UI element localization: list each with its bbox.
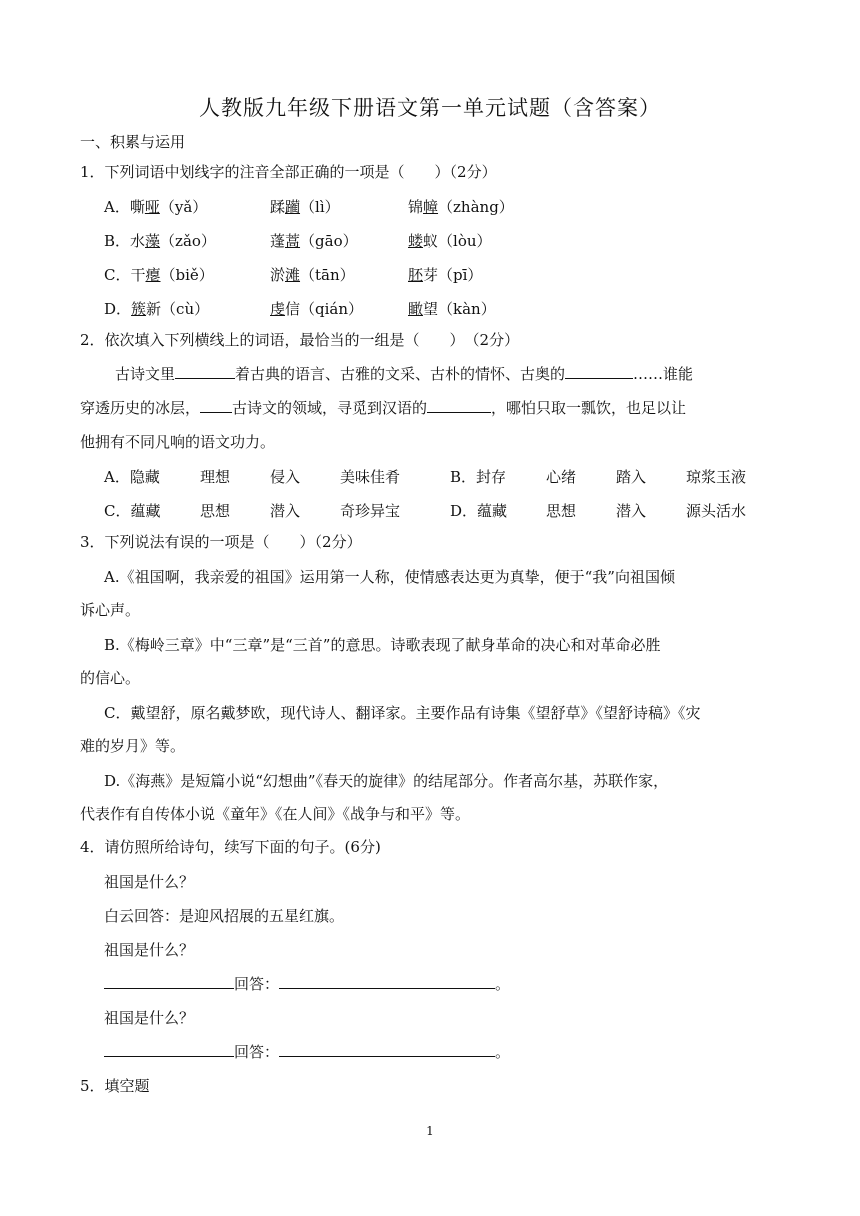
pinyin-option [104, 298, 209, 319]
word-option: 踏入 [616, 468, 647, 486]
section-heading: 一、积累与运用 [80, 133, 186, 151]
pinyin-option [408, 298, 496, 319]
question-1-stem: 1．下列词语中划线字的注音全部正确的一项是（ ）（2分） [80, 163, 497, 181]
underlined-char: 瞰 [408, 300, 424, 318]
passage-text: ，哪怕只取一瓢饮，也足以让 [491, 399, 687, 417]
option-text: C．干 [104, 266, 146, 284]
word-option: A．隐藏 [104, 468, 160, 486]
passage-text: ……谁能 [633, 365, 694, 383]
word-option: 心绪 [546, 468, 577, 486]
pinyin-option [408, 264, 482, 285]
word-option: 潜入 [616, 502, 647, 520]
underlined-char: 滩 [285, 266, 301, 284]
underlined-char: 藻 [145, 232, 161, 250]
poem-line-1: 祖国是什么？ [104, 873, 195, 891]
word-option: 琼浆玉液 [686, 468, 747, 486]
option-b-line2: 的信心。 [80, 669, 141, 687]
word-option: D．蕴藏 [450, 502, 508, 520]
pinyin-option [270, 196, 340, 217]
word-option: 思想 [200, 502, 231, 520]
answer-label: 回答： [234, 975, 280, 993]
word-option: 源头活水 [686, 502, 747, 520]
underlined-char: 蝼 [408, 232, 424, 250]
pinyin-option [104, 264, 214, 285]
word-option: 思想 [546, 502, 577, 520]
word-option: 侵入 [270, 468, 301, 486]
answer-line-1 [104, 974, 510, 994]
fill-blank [175, 364, 235, 379]
fill-blank [200, 398, 232, 413]
pinyin-option [408, 196, 514, 217]
option-text: 蓬 [270, 232, 286, 250]
word-option: 奇珍异宝 [340, 502, 401, 520]
option-text: 望（kàn） [423, 300, 496, 318]
answer-blank[interactable] [279, 1042, 495, 1057]
option-a-line1: A.《祖国啊，我亲爱的祖国》运用第一人称，使情感表达更为真挚，便于“我”向祖国倾 [104, 568, 675, 586]
question-2-passage-line3: 他拥有不同凡响的语文功力。 [80, 433, 276, 451]
pinyin-option [270, 298, 363, 319]
option-text: A．嘶 [104, 198, 145, 216]
option-b-line1: B.《梅岭三章》中“三章”是“三首”的意思。诗歌表现了献身革命的决心和对革命必胜 [104, 636, 661, 654]
period: 。 [495, 975, 511, 993]
option-text: （gāo） [300, 232, 358, 250]
question-2-passage-line1 [115, 364, 693, 384]
option-c-line1: C．戴望舒，原名戴梦欧，现代诗人、翻译家。主要作品有诗集《望舒草》《望舒诗稿》《灾 [104, 704, 701, 722]
underlined-char: 蒿 [285, 232, 301, 250]
pinyin-option [408, 230, 492, 251]
underlined-char: 哑 [144, 198, 160, 216]
option-text: 淤 [270, 266, 286, 284]
pinyin-option [104, 230, 216, 251]
option-text: （lì） [300, 198, 340, 216]
option-text: 信（qián） [285, 300, 364, 318]
passage-text: 着古典的语言、古雅的文采、古朴的情怀、古奥的 [235, 365, 566, 383]
answer-line-2 [104, 1042, 510, 1062]
underlined-char: 幛 [423, 198, 439, 216]
option-text: （yǎ） [159, 198, 208, 216]
option-text: 新（cù） [146, 300, 210, 318]
passage-text: 古诗文的领域，寻觅到汉语的 [232, 399, 428, 417]
option-d-line1: D.《海燕》是短篇小说“幻想曲”《春天的旋律》的结尾部分。作者高尔基，苏联作家， [104, 772, 669, 790]
question-2-passage-line2 [80, 398, 686, 418]
word-option: 潜入 [270, 502, 301, 520]
underlined-char: 虔 [270, 300, 286, 318]
word-option: B．封存 [450, 468, 507, 486]
option-text: 蚁（lòu） [423, 232, 492, 250]
pinyin-option [104, 196, 207, 217]
period: 。 [495, 1043, 511, 1061]
option-d-line2: 代表作有自传体小说《童年》《在人间》《战争与和平》等。 [80, 805, 471, 823]
option-text: （zhàng） [438, 198, 514, 216]
option-text: （tān） [300, 266, 355, 284]
passage-text: 穿透历史的冰层， [80, 399, 201, 417]
option-text: 蹂 [270, 198, 286, 216]
underlined-char: 胚 [408, 266, 424, 284]
option-c-line2: 难的岁月》等。 [80, 737, 186, 755]
option-text: （zǎo） [160, 232, 216, 250]
fill-blank [427, 398, 491, 413]
pinyin-option [270, 264, 355, 285]
option-text: 锦 [408, 198, 424, 216]
option-text: （biě） [160, 266, 214, 284]
poem-line-2: 白云回答：是迎风招展的五星红旗。 [104, 907, 345, 925]
passage-text: 古诗文里 [115, 365, 176, 383]
answer-blank[interactable] [104, 974, 234, 989]
underlined-char: 躏 [285, 198, 301, 216]
document-title: 人教版九年级下册语文第一单元试题（含答案） [199, 96, 661, 120]
option-a-line2: 诉心声。 [80, 601, 141, 619]
question-2-stem: 2．依次填入下列横线上的词语，最恰当的一组是（ ） （2分） [80, 331, 520, 349]
option-text: B．水 [104, 232, 146, 250]
word-option: 理想 [200, 468, 231, 486]
answer-blank[interactable] [104, 1042, 234, 1057]
word-option: C．蕴藏 [104, 502, 161, 520]
option-text: 芽（pī） [423, 266, 483, 284]
underlined-char: 簇 [131, 300, 147, 318]
poem-line-5: 祖国是什么？ [104, 1009, 195, 1027]
question-3-stem: 3．下列说法有误的一项是（ ）（2分） [80, 533, 362, 551]
answer-blank[interactable] [279, 974, 495, 989]
fill-blank [565, 364, 633, 379]
underlined-char: 瘪 [145, 266, 161, 284]
option-text: D． [104, 300, 132, 318]
word-option: 美味佳肴 [340, 468, 401, 486]
question-4-stem: 4．请仿照所给诗句，续写下面的句子。(6分) [80, 838, 381, 856]
answer-label: 回答： [234, 1043, 280, 1061]
question-5-stem: 5．填空题 [80, 1077, 150, 1095]
page-number: 1 [426, 1124, 434, 1138]
poem-line-3: 祖国是什么？ [104, 941, 195, 959]
pinyin-option [270, 230, 358, 251]
